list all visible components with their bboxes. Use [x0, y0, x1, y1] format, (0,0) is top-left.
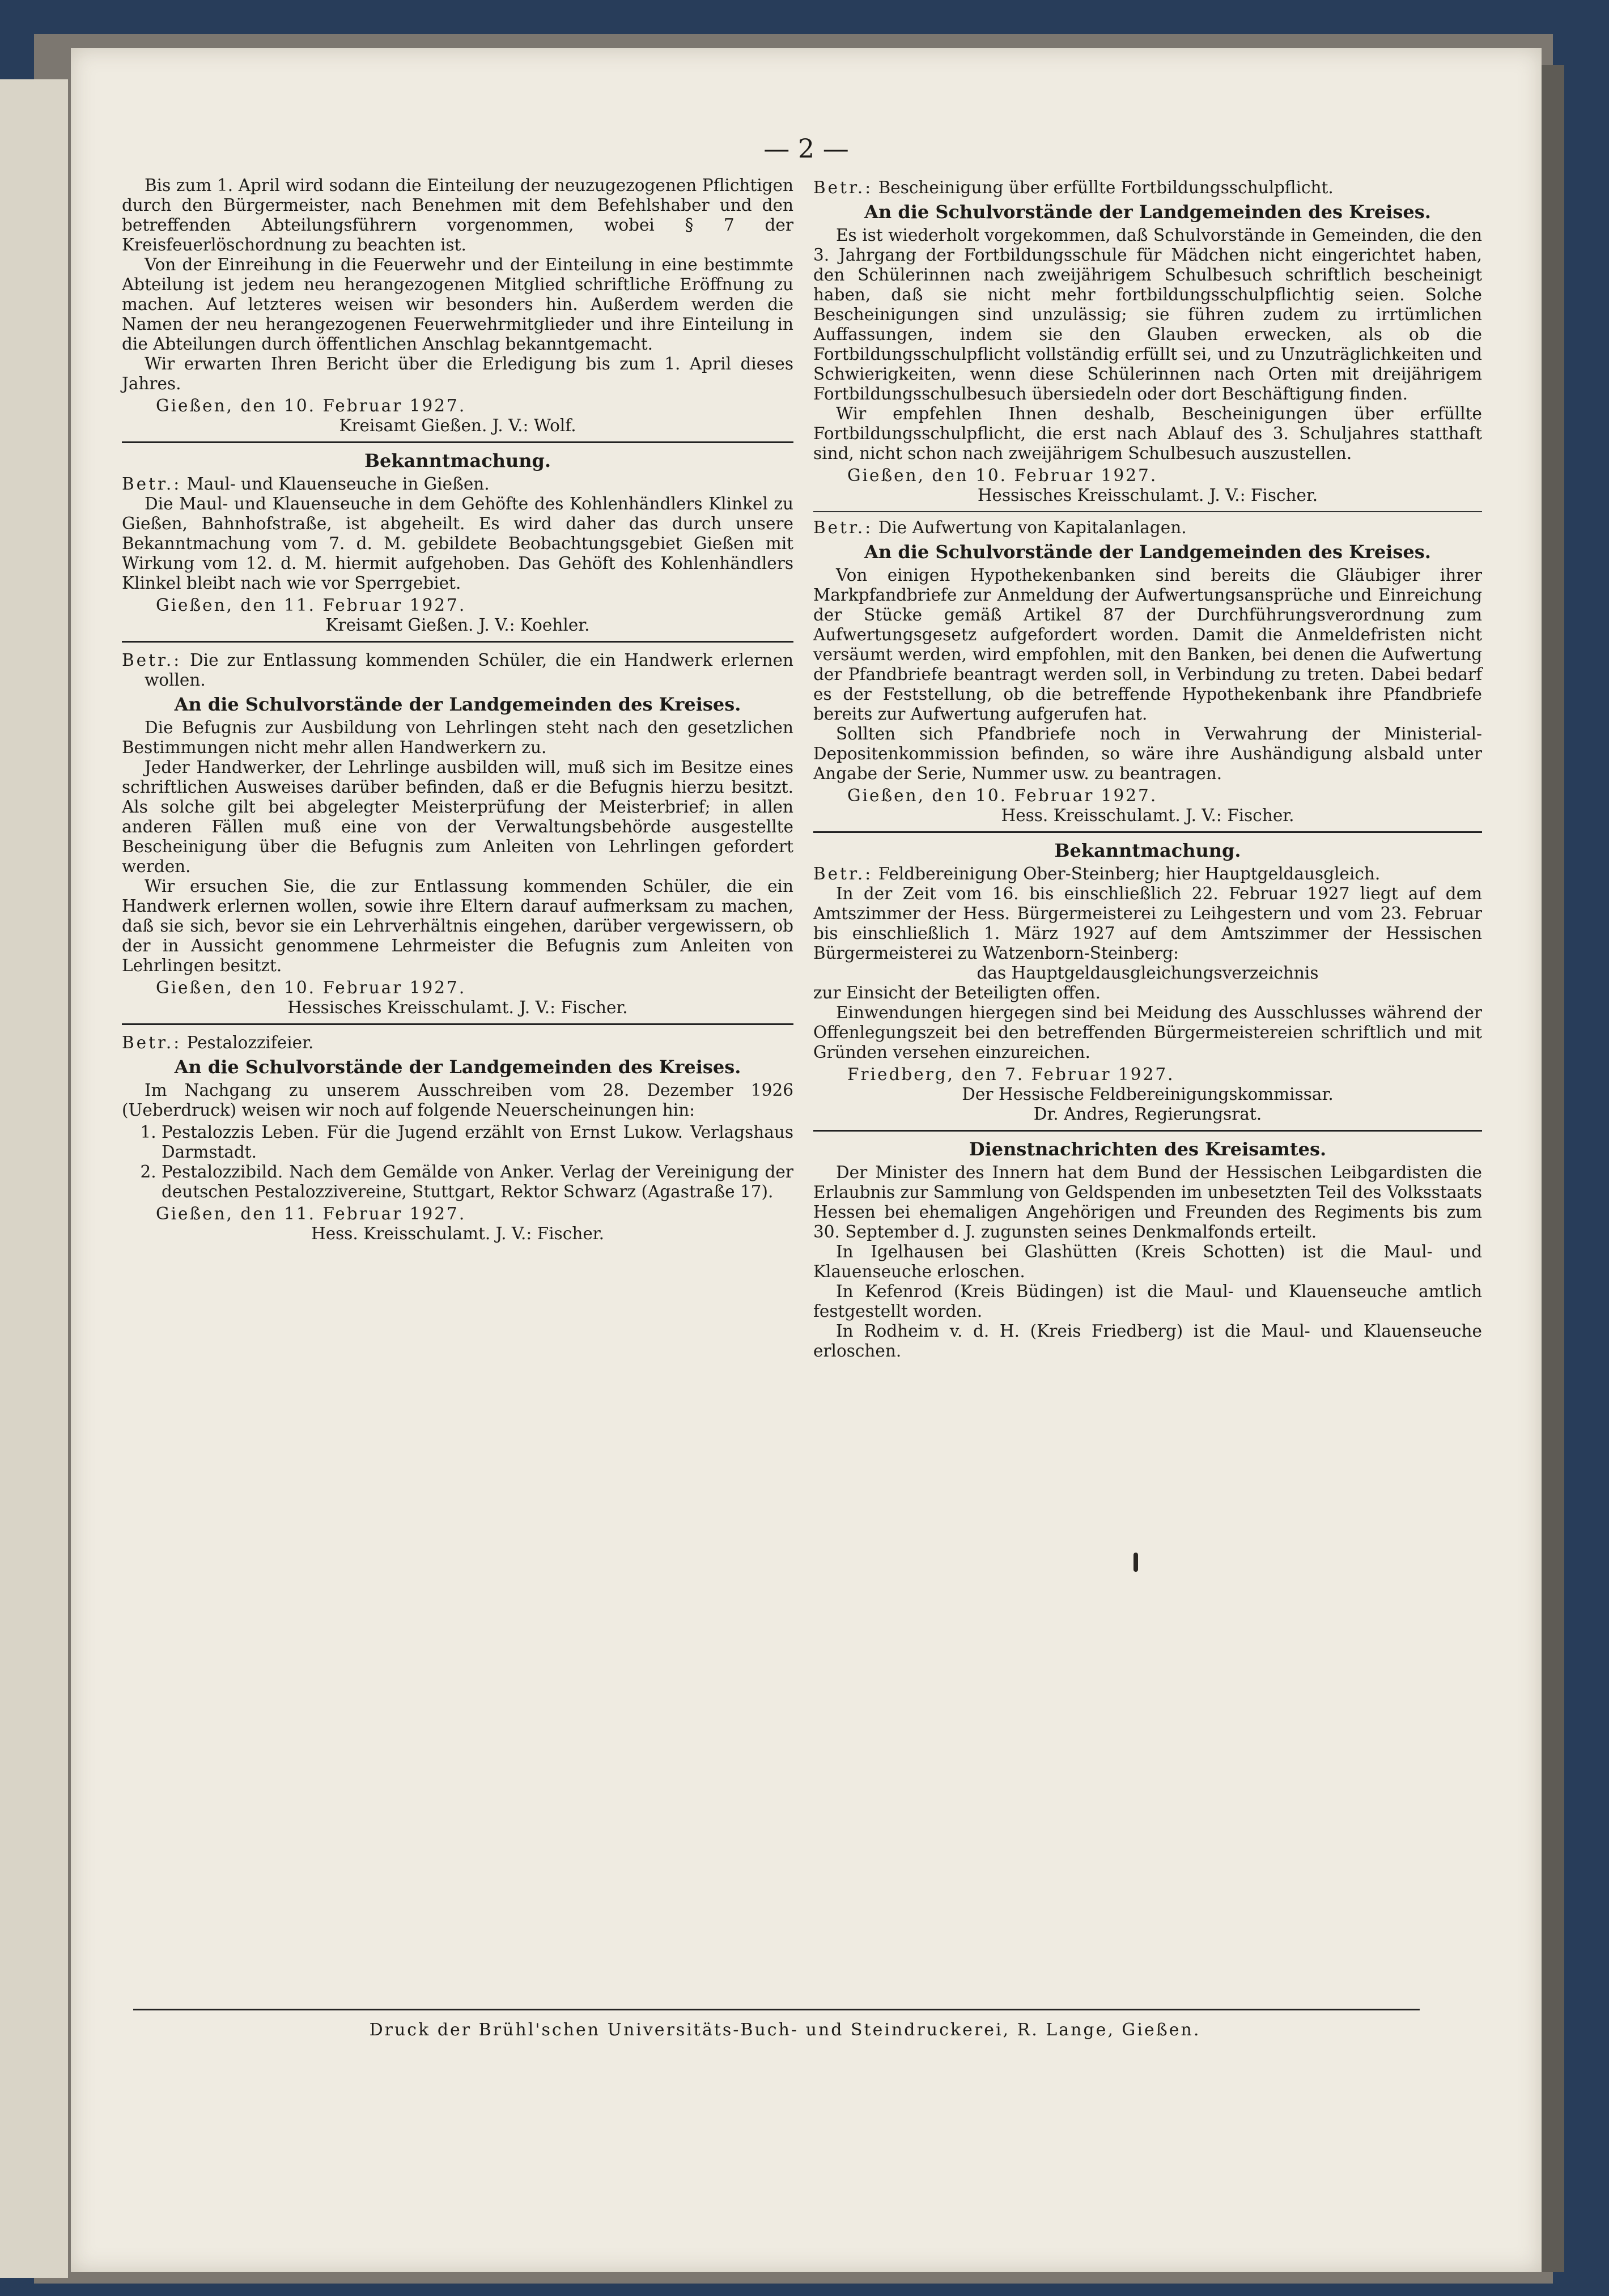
section-divider — [813, 831, 1482, 833]
publication-list — [122, 1123, 793, 1202]
betreff-line — [813, 864, 1482, 884]
section-divider — [122, 441, 793, 443]
paragraph: Der Minister des Innern hat dem Bund der Hessischen Leibgardisten die Erlaubnis zur Sammlung von Geldspenden im unbesetzten Teil des Volksstaats Hessen bei ehemaligen Angehörigen und Freunden des Regiments bis zum 30. September d. J. zugunsten seines Denkmalfonds erteilt. — [813, 1163, 1482, 1241]
notice-pestalozzi — [122, 1033, 793, 1244]
section-heading: Bekanntmachung. — [1054, 840, 1241, 861]
list-item: 1. Pestalozzis Leben. Für die Jugend erzählt von Ernst Lukow. Verlagshaus Darmstadt. — [162, 1123, 793, 1162]
notice-aufwertung — [813, 518, 1482, 826]
paragraph: Im Nachgang zu unserem Ausschreiben vom 28. Dezember 1926 (Ueberdruck) weisen wir noch auf folgende Neuerscheinungen hin: — [122, 1081, 793, 1120]
section-heading: An die Schulvorstände der Landgemeinden des Kreises. — [864, 541, 1431, 563]
left-column — [122, 176, 793, 1249]
section-divider — [122, 1023, 793, 1025]
paragraph: Die Maul- und Klauenseuche in dem Gehöfte des Kohlenhändlers Klinkel zu Gießen, Bahnhofstraße, ist abgeheilt. Es wird daher das durch unsere Bekanntmachung vom 7. d. M. gebildete Beobachtungsgebiet Gießen mit Wirkung vom 12. d. M. hiermit aufgehoben. Das Gehöft des Kohlenhändlers Klinkel bleibt nach wie vor Sperrgebiet. — [122, 494, 793, 593]
paragraph: Von einigen Hypothekenbanken sind bereits die Gläubiger ihrer Markpfandbriefe zur Anmeldung der Aufwertungsansprüche und Einreichung der Stücke gemäß Artikel 87 der Durchführungsverordnung zum Aufwertungsgesetz aufgefordert worden. Damit die Anmeldefristen nicht versäumt werden, wird empfohlen, mit den Banken, bei denen die Aufwertung der Pfandbriefe beantragt werden soll, in Verbindung zu treten. Dabei bedarf es der Feststellung, ob die betreffende Hypothekenbank ihre Pfandbriefe bereits zur Aufwertung aufgerufen hat. — [813, 566, 1482, 724]
paragraph: In Rodheim v. d. H. (Kreis Friedberg) ist die Maul- und Klauenseuche erloschen. — [813, 1321, 1482, 1360]
section-divider — [813, 511, 1482, 512]
betreff-line — [122, 1033, 793, 1053]
betreff-label: Betr.: — [813, 518, 873, 537]
betreff-line — [122, 650, 793, 690]
section-divider — [122, 641, 793, 643]
betreff-label: Betr.: — [122, 650, 182, 670]
betreff-line — [813, 178, 1482, 198]
adjacent-page-edge — [0, 79, 68, 2278]
section-heading: An die Schulvorstände der Landgemeinden des Kreises. — [174, 694, 741, 715]
section-heading: An die Schulvorstände der Landgemeinden des Kreises. — [174, 1056, 741, 1078]
signature: Hessisches Kreisschulamt. J. V.: Fischer. — [977, 486, 1318, 505]
betreff-text: Feldbereinigung Ober-Steinberg; hier Hauptgeldausgleich. — [878, 864, 1381, 883]
betreff-text: Die Aufwertung von Kapitalanlagen. — [878, 518, 1187, 537]
paragraph: Die Befugnis zur Ausbildung von Lehrlingen steht nach den gesetzlichen Bestimmungen nicht mehr allen Handwerkern zu. — [122, 718, 793, 757]
notice-lehrlinge — [122, 650, 793, 1018]
paragraph: Bis zum 1. April wird sodann die Einteilung der neuzugezogenen Pflichtigen durch den Bürgermeister, nach Benehmen mit dem Befehlshaber und den betreffenden Abteilungsführern vorgenommen, wobei § 7 der Kreisfeuerlöschordnung zu beachten ist. — [122, 176, 793, 254]
paragraph: Wir erwarten Ihren Bericht über die Erledigung bis zum 1. April dieses Jahres. — [122, 354, 793, 393]
signature: Hessisches Kreisschulamt. J. V.: Fischer. — [287, 998, 628, 1017]
place-date: Gießen, den 10. Februar 1927. — [156, 978, 466, 997]
ink-blot — [1133, 1553, 1138, 1572]
paragraph: Einwendungen hiergegen sind bei Meidung des Ausschlusses während der Offenlegungszeit bei den betreffenden Bürgermeistereien schriftlich und mit Gründen versehen einzureichen. — [813, 1003, 1482, 1062]
paragraph: Wir empfehlen Ihnen deshalb, Bescheinigungen über erfüllte Fortbildungsschulpflicht, die erst nach Ablauf des 3. Schuljahres statthaft sind, nicht schon nach zweijährigem Schulbesuch auszustellen. — [813, 404, 1482, 463]
betreff-line — [122, 474, 793, 494]
paragraph: Von der Einreihung in die Feuerwehr und der Einteilung in eine bestimmte Abteilung ist jedem neu herangezogenen Mitglied schriftliche Eröffnung zu machen. Auf letzteres weisen wir besonders hin. Außerdem werden die Namen der neu herangezogenen Feuerwehrmitglieder und ihre Einteilung in die Abteilungen durch öffentlichen Anschlag bekanntgemacht. — [122, 255, 793, 354]
paragraph: Wir ersuchen Sie, die zur Entlassung kommenden Schüler, die ein Handwerk erlernen wollen, sowie ihre Eltern darauf aufmerksam zu machen, daß sie sich, bevor sie ein Lehrverhältnis eingehen, darüber vergewissern, ob der in Aussicht genommene Lehrmeister die Befugnis zum Anleiten von Lehrlingen besitzt. — [122, 877, 793, 975]
paragraph: In der Zeit vom 16. bis einschließlich 22. Februar 1927 liegt auf dem Amtszimmer der Hess. Bürgermeisterei zu Leihgestern und vom 23. Februar bis einschließlich 1. März 1927 auf dem Amtszimmer der Hessischen Bürgermeisterei zu Watzenborn-Steinberg: — [813, 884, 1482, 963]
signature-name: Dr. Andres, Regierungsrat. — [1033, 1104, 1262, 1124]
notice-dienstnachrichten — [813, 1140, 1482, 1361]
page-edge-shadow — [1542, 65, 1564, 2272]
signature: Kreisamt Gießen. J. V.: Wolf. — [339, 416, 576, 435]
section-heading: An die Schulvorstände der Landgemeinden des Kreises. — [864, 201, 1431, 223]
place-date: Friedberg, den 7. Februar 1927. — [847, 1065, 1175, 1084]
place-date: Gießen, den 10. Februar 1927. — [156, 396, 466, 415]
page-number: — 2 — — [763, 133, 849, 164]
paragraph: Es ist wiederholt vorgekommen, daß Schulvorstände in Gemeinden, die den 3. Jahrgang der Fortbildungsschule für Mädchen nicht eingerichtet haben, den Schülerinnen nach zweijährigem Schulbesuch schriftlich bescheinigt haben, daß sie nicht mehr fortbildungsschulpflichtig seien. Solche Bescheinigungen sind unzulässig; sie führen zudem zu irrtümlichen Auffassungen, indem sie den Glauben erwecken, als ob die Fortbildungsschulpflicht vollständig erfüllt sei, und zu Unzuträglichkeiten und Schwierigkeiten, wenn diese Schülerinnen nach Orten mit dreijährigem Fortbildungsschulbesuch übersiedeln oder dort Beschäftigung finden. — [813, 226, 1482, 403]
document-page — [71, 48, 1542, 2272]
paragraph: Jeder Handwerker, der Lehrlinge ausbilden will, muß sich im Besitze eines schriftlichen Ausweises darüber befinden, daß er die Befugnis hierzu besitzt. Als solche gilt bei abgelegter Meisterprüfung der Meisterbrief; in allen anderen Fällen muß eine von der Verwaltungsbehörde ausgestellte Bescheinigung über die Befugnis zum Anleiten von Lehrlingen gefordert werden. — [122, 758, 793, 876]
betreff-line — [813, 518, 1482, 538]
right-column — [813, 176, 1482, 1361]
notice-feldbereinigung — [813, 841, 1482, 1124]
signature: Hess. Kreisschulamt. J. V.: Fischer. — [1001, 806, 1294, 825]
list-item: 2. Pestalozzibild. Nach dem Gemälde von Anker. Verlag der Vereinigung der deutschen Pestalozzivereine, Stuttgart, Rektor Schwarz (Agastraße 17). — [162, 1162, 793, 1202]
section-heading: Dienstnachrichten des Kreisamtes. — [969, 1138, 1327, 1160]
notice-feuerwehr — [122, 176, 793, 436]
paragraph: In Kefenrod (Kreis Büdingen) ist die Maul- und Klauenseuche amtlich festgestellt worden. — [813, 1282, 1482, 1321]
paragraph: zur Einsicht der Beteiligten offen. — [813, 983, 1101, 1002]
section-divider — [813, 1130, 1482, 1132]
paragraph: In Igelhausen bei Glashütten (Kreis Schotten) ist die Maul- und Klauenseuche erloschen. — [813, 1242, 1482, 1281]
betreff-text: Bescheinigung über erfüllte Fortbildungsschulpflicht. — [878, 178, 1334, 197]
paragraph: Sollten sich Pfandbriefe noch in Verwahrung der Ministerial-Depositenkommission befinden, so wäre ihre Aushändigung alsbald unter Angabe der Serie, Nummer usw. zu beantragen. — [813, 724, 1482, 783]
printer-imprint: Druck der Brühl'schen Universitäts-Buch- und Steindruckerei, R. Lange, Gießen. — [369, 2020, 1201, 2040]
notice-fortbildungsschule — [813, 178, 1482, 505]
betreff-label: Betr.: — [813, 178, 873, 197]
betreff-label: Betr.: — [813, 864, 873, 883]
betreff-label: Betr.: — [122, 1033, 182, 1052]
footer-rule — [133, 2009, 1420, 2010]
signature-office: Der Hessische Feldbereinigungskommissar. — [962, 1085, 1334, 1104]
notice-maulseuche — [122, 451, 793, 635]
place-date: Gießen, den 11. Februar 1927. — [156, 1204, 466, 1223]
centered-line: das Hauptgeldausgleichungsverzeichnis — [977, 963, 1319, 983]
betreff-label: Betr.: — [122, 474, 182, 494]
signature: Kreisamt Gießen. J. V.: Koehler. — [325, 615, 590, 635]
betreff-text: Die zur Entlassung kommenden Schüler, die ein Handwerk erlernen wollen. — [145, 650, 793, 690]
betreff-text: Pestalozzifeier. — [186, 1033, 314, 1052]
betreff-text: Maul- und Klauenseuche in Gießen. — [186, 474, 490, 494]
place-date: Gießen, den 10. Februar 1927. — [847, 786, 1158, 805]
place-date: Gießen, den 11. Februar 1927. — [156, 596, 466, 615]
section-heading: Bekanntmachung. — [364, 450, 551, 471]
place-date: Gießen, den 10. Februar 1927. — [847, 466, 1158, 485]
signature: Hess. Kreisschulamt. J. V.: Fischer. — [311, 1224, 605, 1243]
